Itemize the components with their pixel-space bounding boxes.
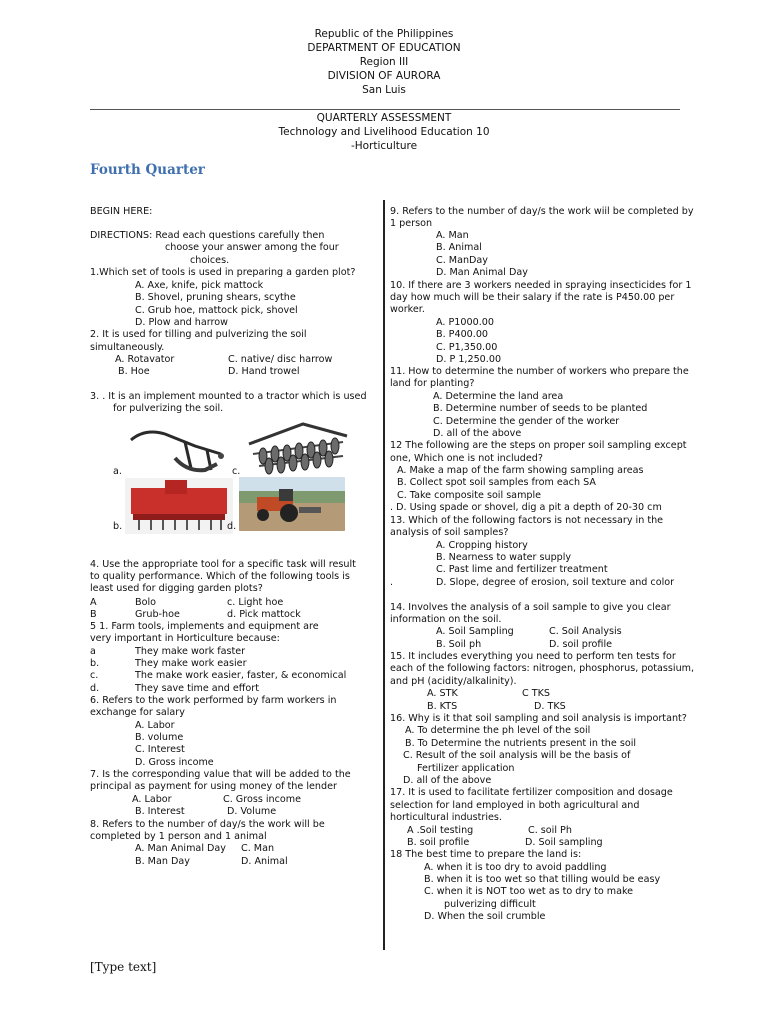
left-line: C. native/ disc harrow [228, 354, 333, 365]
left-line: c. [90, 670, 99, 681]
left-line: C. Interest [135, 744, 185, 755]
quarter-heading: Fourth Quarter [90, 162, 205, 178]
right-line: B. P400.00 [436, 329, 489, 340]
right-line: A. when it is too dry to avoid paddling [424, 862, 607, 873]
right-line: Fertilizer application [417, 763, 515, 774]
left-line: principal as payment for using money of the lender [90, 781, 337, 792]
left-line: d. [227, 521, 237, 532]
right-line: 10. If there are 3 workers needed in spraying insecticides for 1 [390, 280, 692, 291]
right-line: D. Man Animal Day [436, 267, 528, 278]
right-line: C. Past lime and fertilizer treatment [436, 564, 608, 575]
header-republic: Republic of the Philippines [314, 28, 454, 40]
left-line: BEGIN HERE: [90, 206, 153, 217]
left-line: 1.Which set of tools is used in preparing a garden plot? [90, 267, 356, 278]
right-line: C. Determine the gender of the worker [433, 416, 620, 427]
left-line: D. Plow and harrow [135, 317, 228, 328]
left-line: completed by 1 person and 1 animal [90, 831, 267, 842]
left-line: Grub-hoe [135, 609, 180, 620]
left-line: C. Man [241, 843, 275, 854]
right-line: one, Which one is not included? [390, 453, 543, 464]
left-line: 6. Refers to the work performed by farm workers in [90, 695, 337, 706]
right-line: . [390, 577, 394, 588]
left-line: choose your answer among the four [165, 242, 339, 253]
right-line: day how much will be their salary if the rate is P450.00 per [390, 292, 675, 303]
left-line: A. Labor [132, 794, 172, 805]
footer-placeholder: [Type text] [90, 960, 157, 974]
right-line: 13. Which of the following factors is not necessary in the [390, 515, 664, 526]
right-line: A .Soil testing [407, 825, 474, 836]
right-line: land for planting? [390, 378, 475, 389]
left-line: B. Shovel, pruning shears, scythe [135, 292, 296, 303]
right-line: B. To Determine the nutrients present in the soil [405, 738, 637, 749]
header-department: DEPARTMENT OF EDUCATION [307, 42, 461, 54]
assessment-title: QUARTERLY ASSESSMENT [316, 112, 452, 124]
right-line: A. Soil Sampling [436, 626, 514, 637]
left-line: B. Hoe [118, 366, 150, 377]
left-line: D. Animal [241, 856, 288, 867]
left-line: DIRECTIONS: Read each questions carefully then [90, 230, 325, 241]
right-line: A. P1000.00 [436, 317, 494, 328]
right-line: 16. Why is it that soil sampling and soil analysis is important? [390, 713, 687, 724]
right-line: 18 The best time to prepare the land is: [390, 849, 582, 860]
left-line: 5 1. Farm tools, implements and equipment are [90, 621, 319, 632]
left-line: They save time and effort [135, 683, 259, 694]
right-line: and pH (acidity/alkalinity). [390, 676, 517, 687]
rotavator-image [125, 478, 233, 534]
left-line: choices. [190, 255, 230, 266]
subject-subtitle: -Horticulture [350, 140, 418, 152]
left-line: The make work easier, faster, & economical [135, 670, 347, 681]
right-line: 12 The following are the steps on proper soil sampling except [390, 440, 687, 451]
right-line: D. TKS [534, 701, 566, 712]
left-line: A. Labor [135, 720, 175, 731]
left-line: simultaneously. [90, 342, 165, 353]
right-line: B. Nearness to water supply [436, 552, 572, 563]
right-line: D. Soil sampling [525, 837, 603, 848]
right-line: analysis of soil samples? [390, 527, 509, 538]
left-line: A. Rotavator [115, 354, 175, 365]
right-line: A. Man [436, 230, 469, 241]
left-line: D. Hand trowel [228, 366, 300, 377]
right-line: B. soil profile [407, 837, 470, 848]
left-line: A. Axe, knife, pick mattock [135, 280, 264, 291]
right-line: B. Collect spot soil samples from each SA [397, 477, 596, 488]
left-line: Bolo [135, 597, 156, 608]
right-line: B. Soil ph [436, 639, 482, 650]
right-line: B. Animal [436, 242, 482, 253]
right-line: each of the following factors: nitrogen, phosphorus, potassium, [390, 663, 695, 674]
right-line: C TKS [522, 688, 550, 699]
header-town: San Luis [362, 84, 406, 96]
right-line: information on the soil. [390, 614, 502, 625]
right-line: worker. [390, 304, 425, 315]
right-line: 15. It includes everything you need to perform ten tests for [390, 651, 676, 662]
left-line: C. Grub hoe, mattock pick, shovel [135, 305, 298, 316]
right-line: D. all of the above [403, 775, 492, 786]
left-line: 3. . It is an implement mounted to a tractor which is used [90, 391, 367, 402]
left-line: C. Gross income [223, 794, 302, 805]
left-line: 8. Refers to the number of day/s the work will be [90, 819, 325, 830]
right-line: 1 person [390, 218, 433, 229]
left-line: b. [113, 521, 123, 532]
right-line: C. Result of the soil analysis will be the basis of [403, 750, 631, 761]
right-line: A. STK [427, 688, 458, 699]
left-line: to quality performance. Which of the following tools is [90, 571, 350, 582]
right-line: A. To determine the ph level of the soil [405, 725, 591, 736]
left-line: exchange for salary [90, 707, 185, 718]
right-line: D. soil profile [549, 639, 613, 650]
left-line: c. Light hoe [227, 597, 284, 608]
right-line: D. P 1,250.00 [436, 354, 502, 365]
column-divider [383, 200, 385, 950]
left-line: B. volume [135, 732, 184, 743]
left-line: b. [90, 658, 100, 669]
left-line: c. [232, 466, 241, 477]
right-line: C. when it is NOT too wet as to dry to make [424, 886, 634, 897]
left-line: B. Man Day [135, 856, 190, 867]
left-line: least used for digging garden plots? [90, 583, 263, 594]
left-line: d. Pick mattock [227, 609, 301, 620]
right-line: . D. Using spade or shovel, dig a pit a depth of 20-30 cm [390, 502, 662, 513]
moldboard-plow-image [125, 424, 237, 476]
right-line: D. Slope, degree of erosion, soil texture and color [436, 577, 675, 588]
left-line: d. [90, 683, 100, 694]
left-line: for pulverizing the soil. [113, 403, 224, 414]
right-line: B. when it is too wet so that tilling would be easy [424, 874, 661, 885]
right-line: C. Take composite soil sample [397, 490, 542, 501]
left-line: A [90, 597, 97, 608]
right-line: A. Cropping history [436, 540, 528, 551]
tractor-field-image [239, 477, 345, 531]
left-line: B [90, 609, 97, 620]
right-line: 11. How to determine the number of workers who prepare the [390, 366, 689, 377]
left-line: very important in Horticulture because: [90, 633, 280, 644]
header-region: Region III [359, 56, 409, 68]
right-line: A. Determine the land area [433, 391, 564, 402]
header-division: DIVISION OF AURORA [327, 70, 441, 82]
left-line: 2. It is used for tilling and pulverizing the soil [90, 329, 307, 340]
left-line: They make work faster [135, 646, 246, 657]
left-line: a. [113, 466, 122, 477]
right-line: B. KTS [427, 701, 458, 712]
right-line: 9. Refers to the number of day/s the work wiil be completed by [390, 206, 694, 217]
right-line: D. When the soil crumble [424, 911, 546, 922]
right-line: C. ManDay [436, 255, 488, 266]
left-line: B. Interest [135, 806, 185, 817]
left-line: a [90, 646, 96, 657]
right-line: B. Determine number of seeds to be planted [433, 403, 648, 414]
left-line: D. Gross income [135, 757, 214, 768]
right-line: C. soil Ph [528, 825, 572, 836]
disc-harrow-image [243, 414, 353, 476]
subject-title: Technology and Livelihood Education 10 [278, 126, 490, 138]
left-line: A. Man Animal Day [135, 843, 226, 854]
header-divider [90, 109, 680, 110]
left-line: D. Volume [227, 806, 277, 817]
right-line: C. P1,350.00 [436, 342, 498, 353]
right-line: 14. Involves the analysis of a soil sample to give you clear [390, 602, 671, 613]
right-line: D. all of the above [433, 428, 522, 439]
left-line: They make work easier [135, 658, 247, 669]
right-line: 17. It is used to facilitate fertilizer composition and dosage [390, 787, 673, 798]
right-line: selection for land employed in both agricultural and [390, 800, 640, 811]
left-line: 4. Use the appropriate tool for a specific task will result [90, 559, 356, 570]
right-line: horticultural industries. [390, 812, 502, 823]
right-line: A. Make a map of the farm showing sampling areas [397, 465, 644, 476]
left-line: 7. Is the corresponding value that will be added to the [90, 769, 351, 780]
right-line: pulverizing difficult [444, 899, 536, 910]
right-line: C. Soil Analysis [549, 626, 622, 637]
